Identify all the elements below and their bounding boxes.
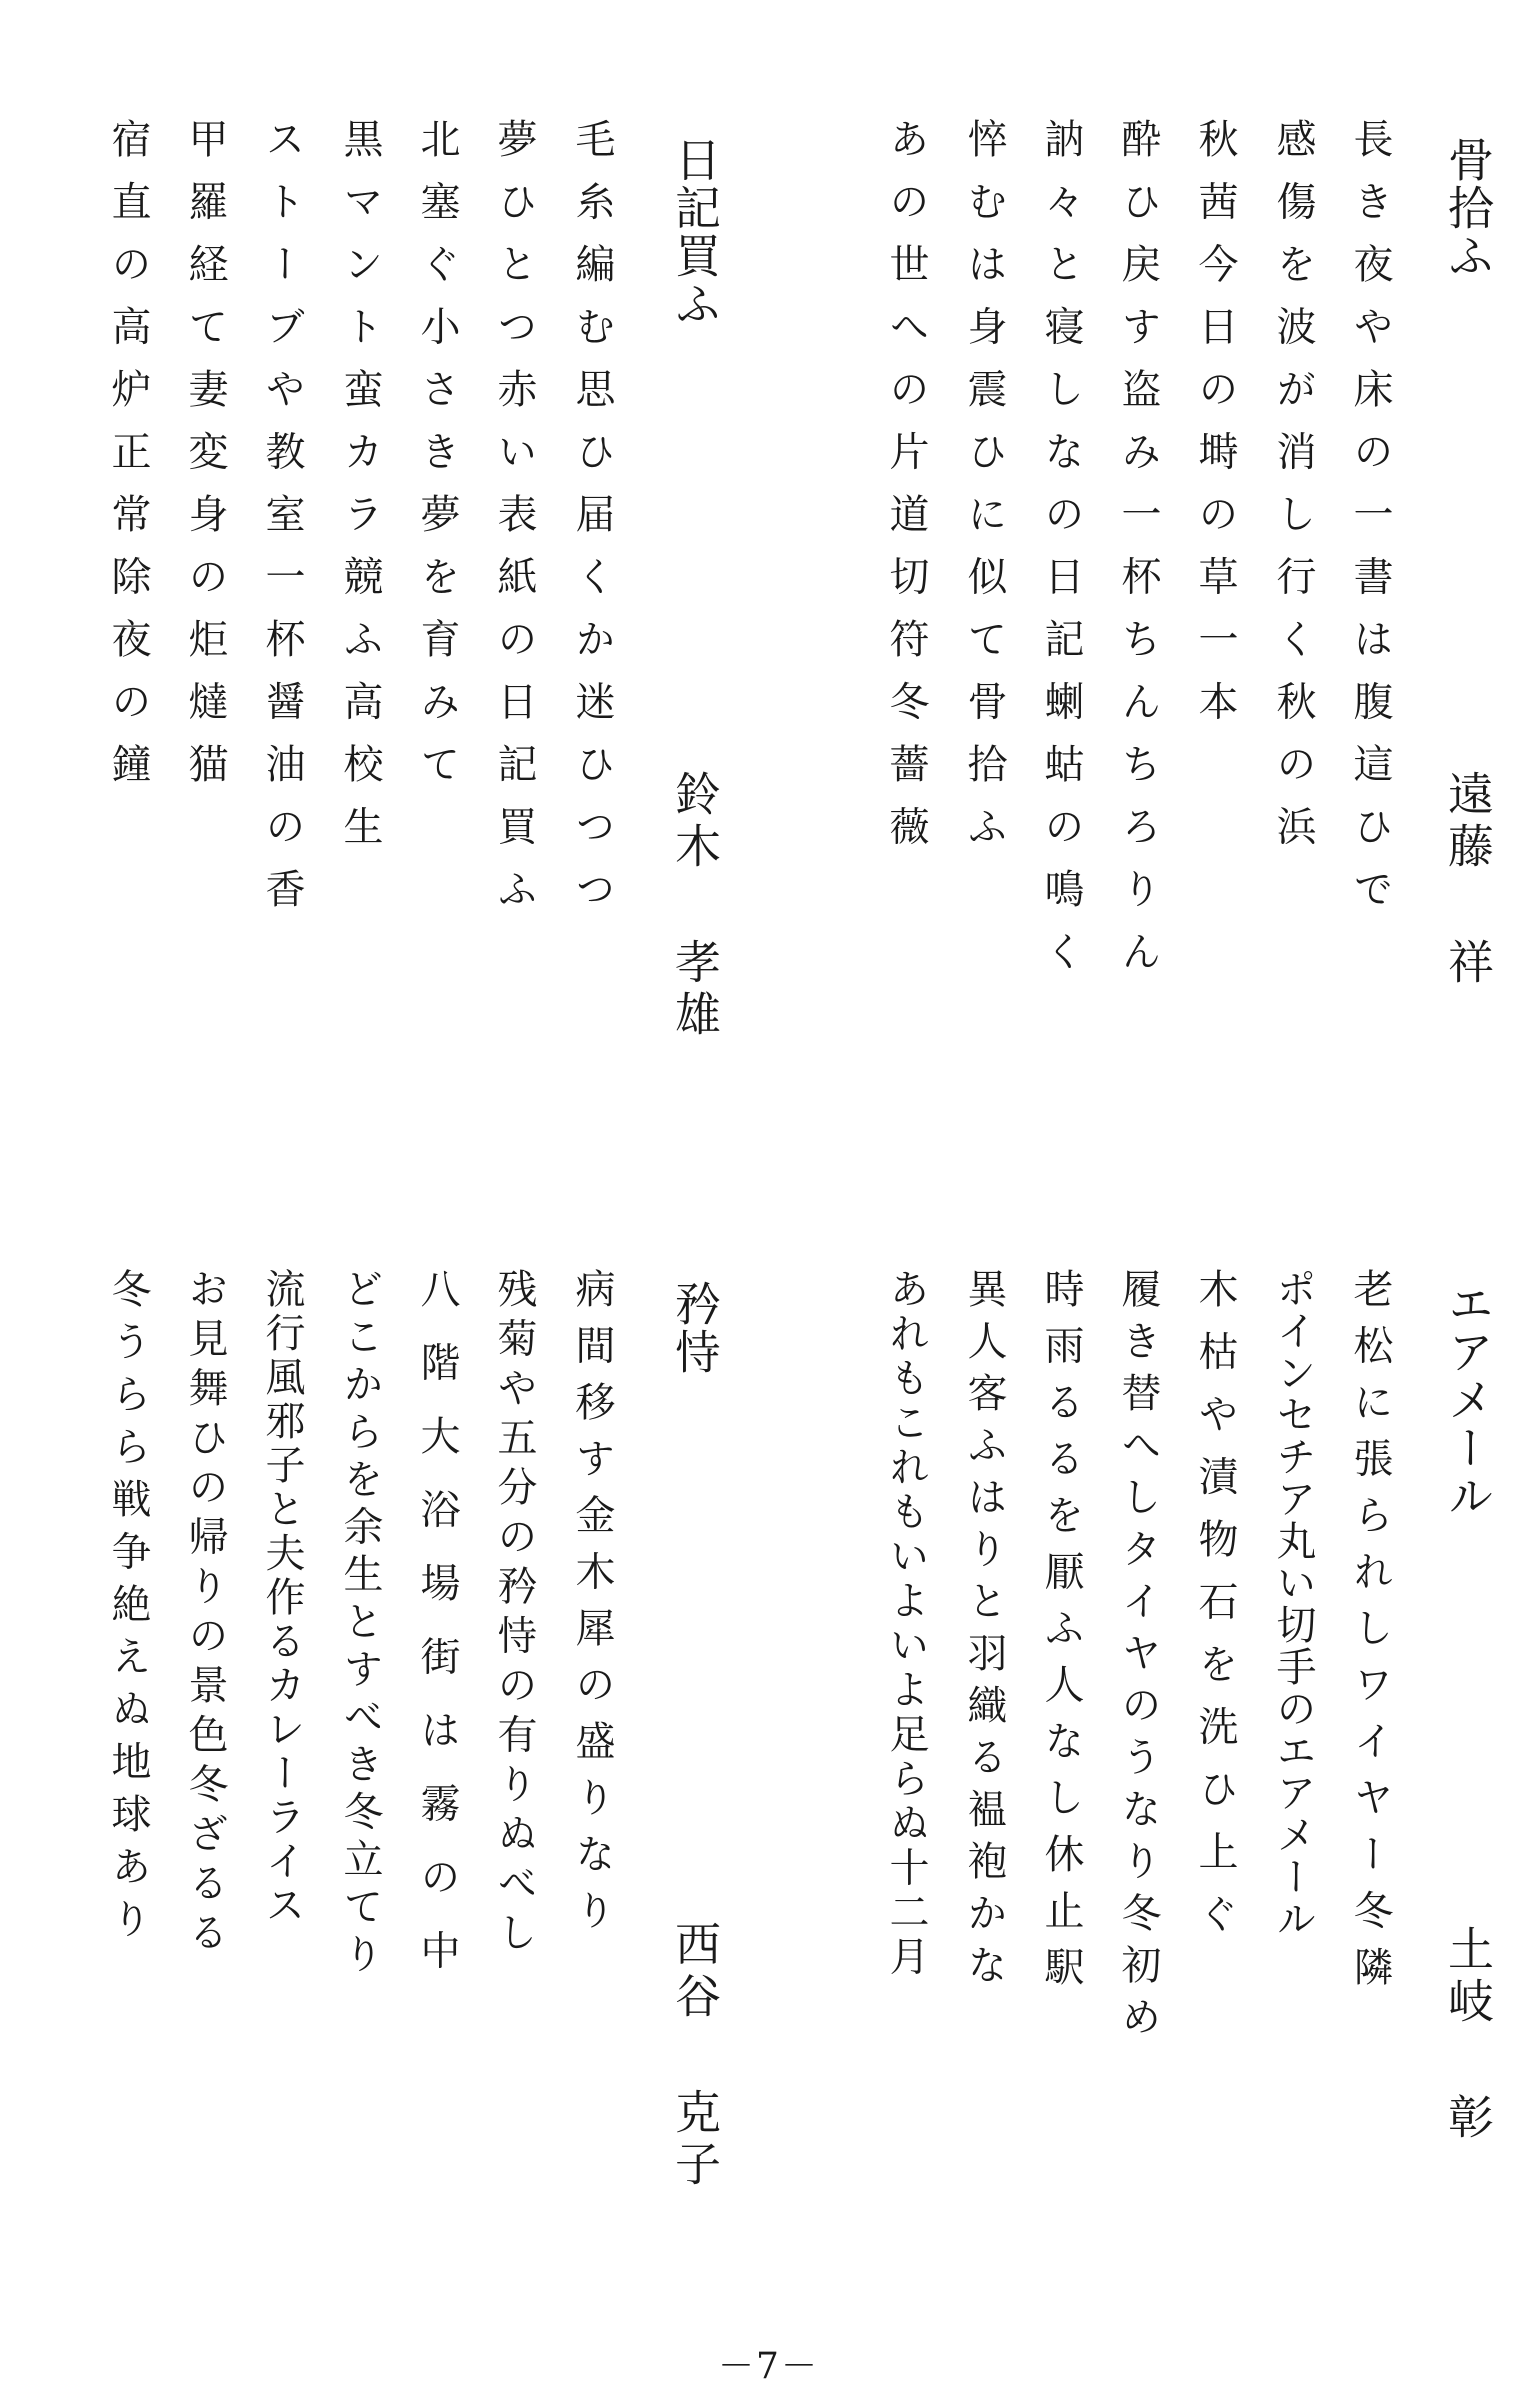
poem-title: エアメール xyxy=(1441,1280,1495,1520)
top-half xyxy=(0,0,1537,1130)
haiku-line: 訥々と寝しなの日記蝲蛄の鳴く xyxy=(1038,118,1084,993)
haiku-line: 流行風邪子と夫作るカレーライス xyxy=(259,1268,305,1928)
haiku-line: 異人客ふはりと羽織る褞袍かな xyxy=(961,1268,1007,1996)
haiku-line: お見舞ひの帰りの景色冬ざるる xyxy=(182,1268,228,1961)
poem-group-suzuki xyxy=(0,0,780,1100)
poem-group-endo xyxy=(780,0,1537,1100)
haiku-line: 残菊や五分の矜恃の有りぬべし xyxy=(491,1268,537,1961)
author-given: 克子 xyxy=(668,2088,722,2192)
haiku-line: 冬うらら戦争絶えぬ地球あり xyxy=(105,1268,151,1951)
haiku-line: 黒マント蛮カラ競ふ高校生 xyxy=(337,118,383,868)
haiku-line: 夢ひとつ赤い表紙の日記買ふ xyxy=(491,118,537,931)
poem-author xyxy=(1435,770,1501,990)
poem-group-nishitani xyxy=(0,1150,780,2250)
haiku-line: 秋茜今日の塒の草一本 xyxy=(1192,118,1238,743)
author-given: 祥 xyxy=(1441,938,1495,990)
haiku-line: どこからを余生とすべき冬立てり xyxy=(337,1268,383,1981)
poem-group-toki xyxy=(780,1150,1537,2250)
haiku-line: 病間移す金木犀の盛りなり xyxy=(569,1268,615,1946)
author-given: 彰 xyxy=(1441,2093,1495,2145)
haiku-line: 履き替へしタイヤのうなり冬初め xyxy=(1115,1268,1161,2048)
poem-author xyxy=(1435,1925,1501,2145)
haiku-line: 酔ひ戻す盗み一杯ちんちろりん xyxy=(1115,118,1161,993)
bottom-half xyxy=(0,1150,1537,2280)
haiku-line: 長き夜や床の一書は腹這ひで xyxy=(1347,118,1393,931)
poem-title: 骨拾ふ xyxy=(1441,136,1495,280)
haiku-line: あれもこれもいよいよ足らぬ十二月 xyxy=(883,1268,929,1980)
haiku-line: 八階大浴場街は霧の中 xyxy=(414,1268,460,2003)
haiku-line: 宿直の高炉正常除夜の鐘 xyxy=(105,118,151,806)
author-given: 孝雄 xyxy=(668,938,722,1042)
haiku-line: あの世への片道切符冬薔薇 xyxy=(883,118,929,868)
haiku-line: 毛糸編む思ひ届くか迷ひつつ xyxy=(569,118,615,931)
poem-title: 矜恃 xyxy=(668,1280,722,1376)
haiku-line: ポインセチア丸い切手のエアメール xyxy=(1270,1268,1316,1940)
author-family: 鈴木 xyxy=(668,770,722,874)
page-number: －7－ xyxy=(718,2346,819,2387)
haiku-line: 悴むは身震ひに似て骨拾ふ xyxy=(961,118,1007,868)
poem-author xyxy=(662,770,728,1042)
haiku-line: 感傷を波が消し行く秋の浜 xyxy=(1270,118,1316,868)
haiku-line: 北塞ぐ小さき夢を育みて xyxy=(414,118,460,806)
haiku-line: ストーブや教室一杯醤油の香 xyxy=(259,118,305,931)
haiku-line: 時雨るるを厭ふ人なし休止駅 xyxy=(1038,1268,1084,2003)
author-family: 遠藤 xyxy=(1441,770,1495,874)
author-family: 土岐 xyxy=(1441,1925,1495,2029)
haiku-line: 木枯や漬物石を洗ひ上ぐ xyxy=(1192,1268,1238,1956)
poem-author xyxy=(662,1920,728,2192)
poem-title: 日記買ふ xyxy=(668,136,722,328)
haiku-line: 老松に張られしワイヤー冬隣 xyxy=(1347,1268,1393,2003)
author-family: 西谷 xyxy=(668,1920,722,2024)
haiku-line: 甲羅経て妻変身の炬燵猫 xyxy=(182,118,228,806)
